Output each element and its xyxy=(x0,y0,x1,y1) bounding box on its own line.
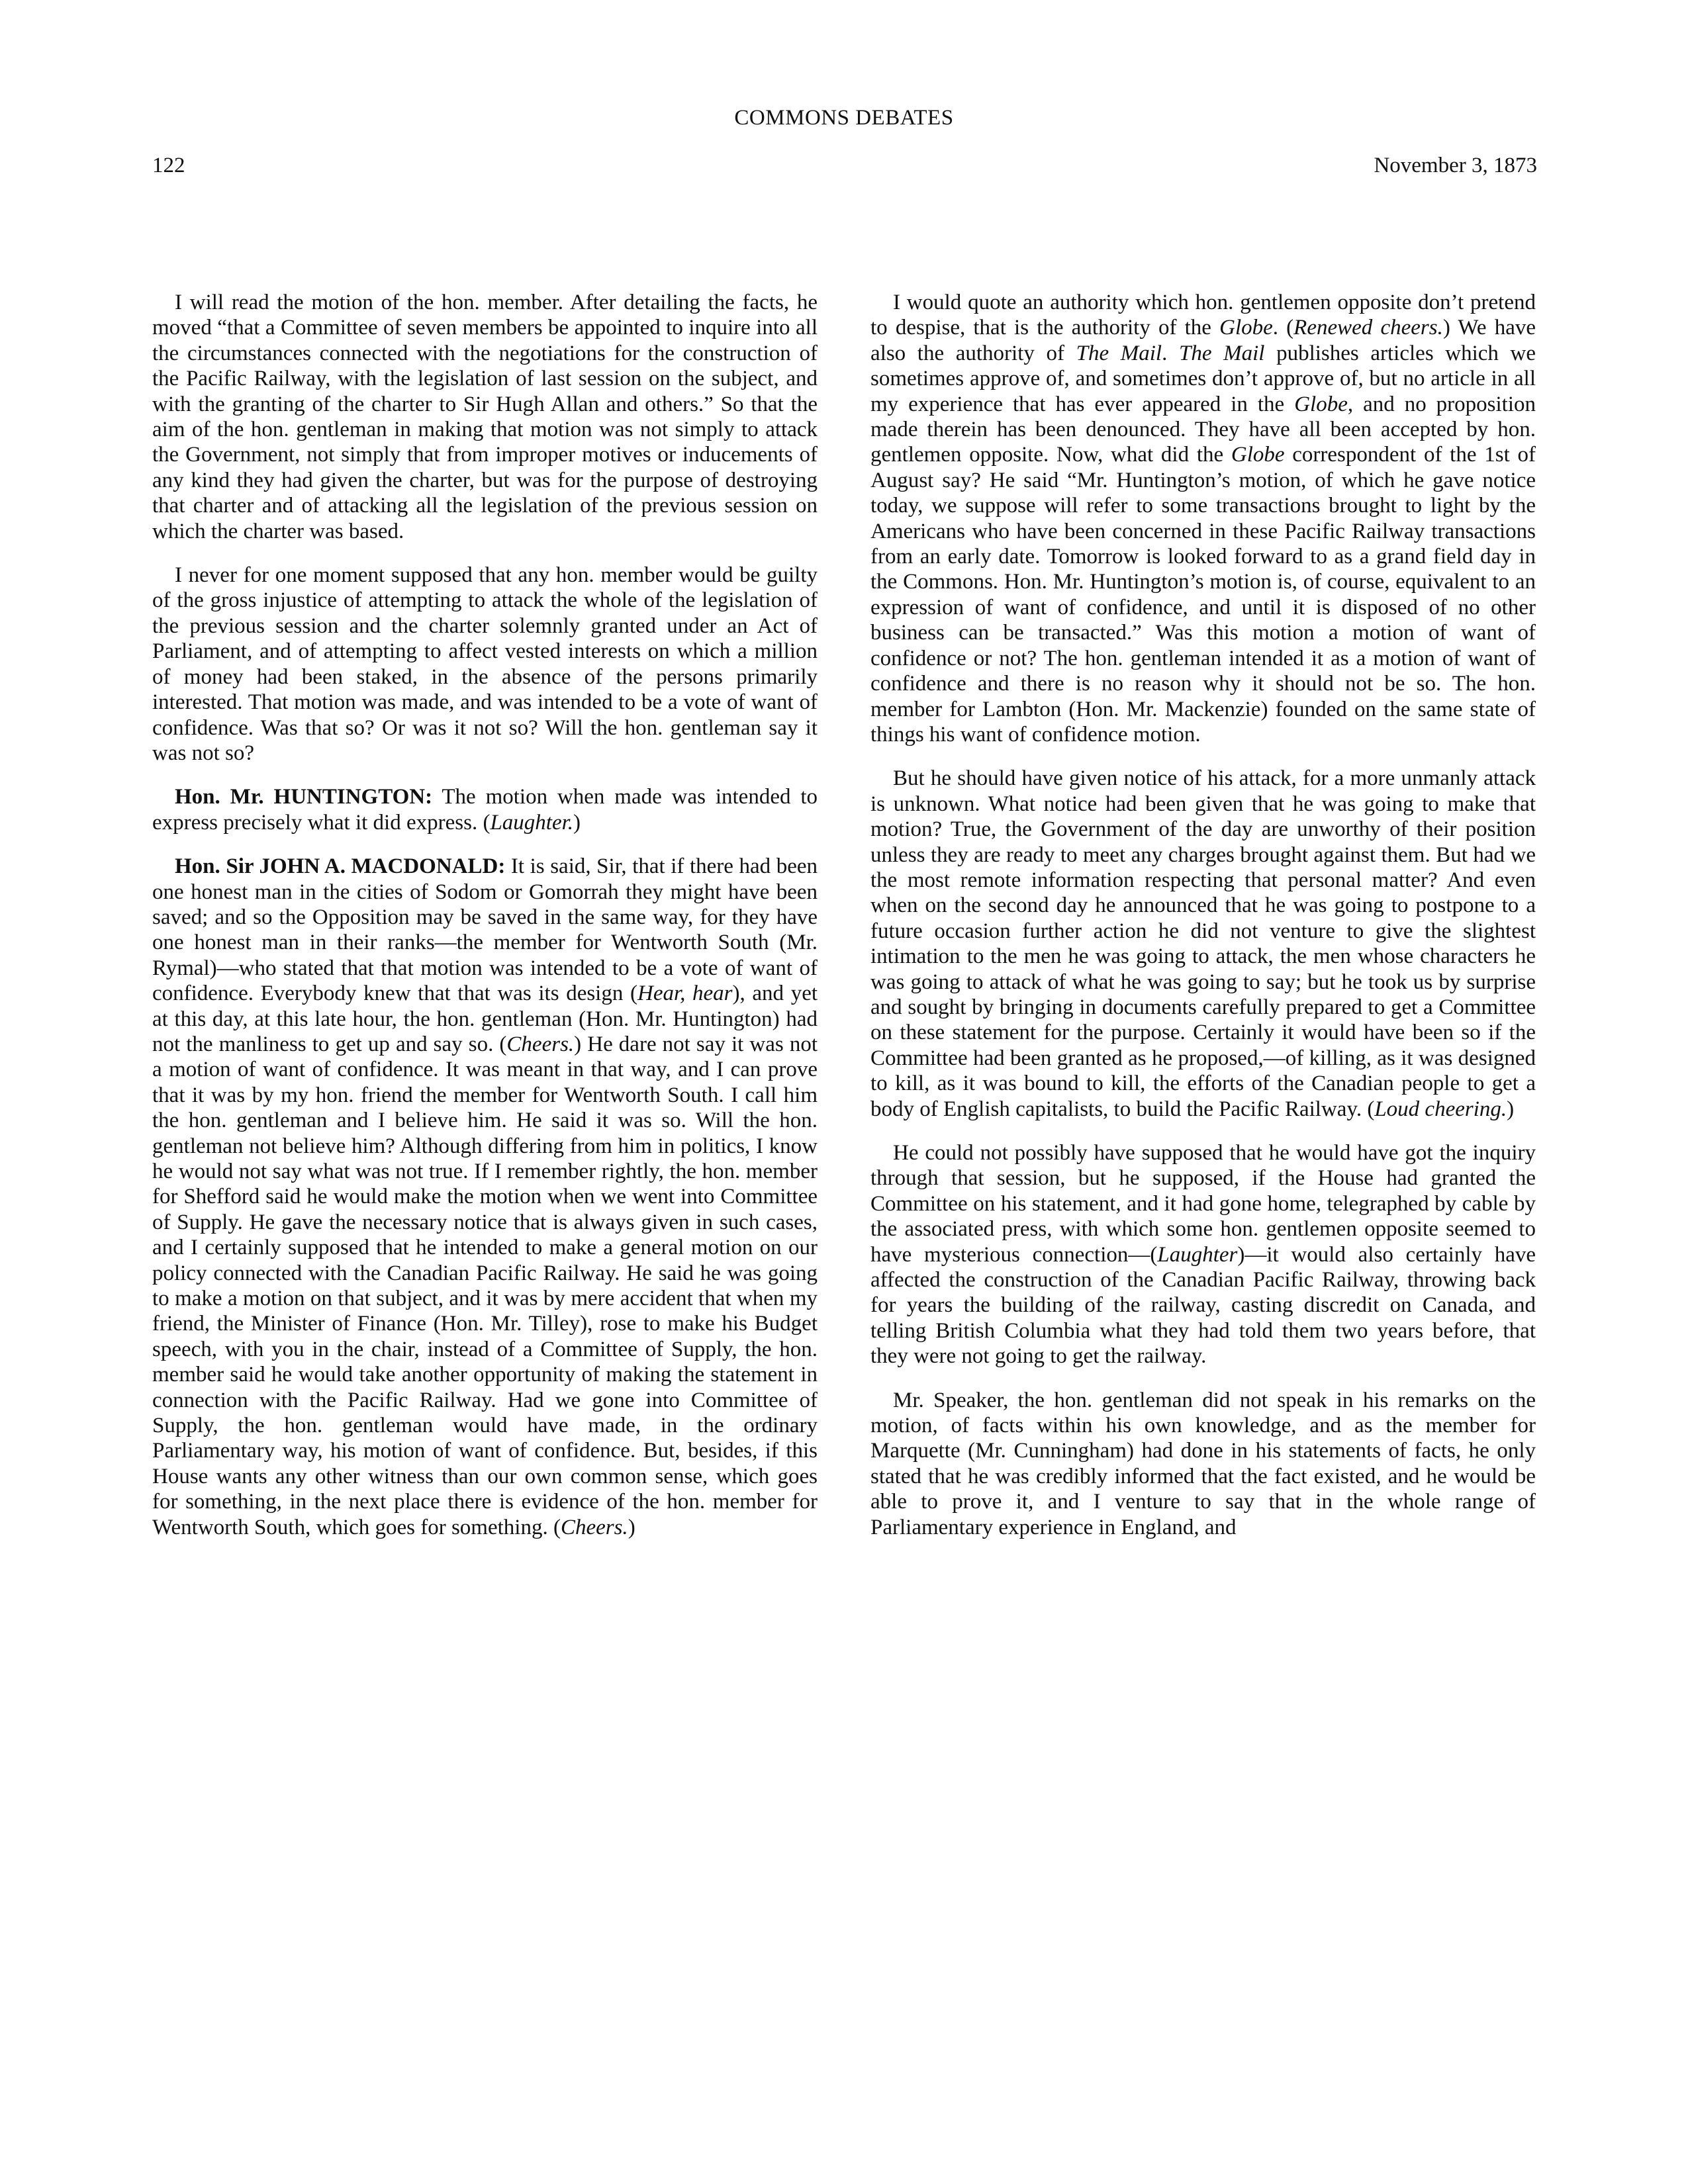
italic-text: Laughter. xyxy=(490,810,574,835)
speech-paragraph xyxy=(152,854,818,1540)
paragraph xyxy=(152,290,818,544)
left-column xyxy=(152,290,818,1559)
text-run: ) xyxy=(1507,1097,1515,1121)
speech-paragraph xyxy=(152,784,818,835)
italic-text: Cheers. xyxy=(506,1032,575,1056)
italic-text: Globe xyxy=(1219,316,1273,340)
italic-text: Globe xyxy=(1294,392,1348,416)
italic-text: Globe xyxy=(1231,443,1285,467)
text-run: publishes articles which we sometimes approve of, and sometimes don’t approve of, but no article in all my experience that has ever appeared in the xyxy=(870,341,1536,416)
italic-text: The Mail xyxy=(1076,341,1162,365)
text-run: correspondent of the 1st of August say? He said “Mr. Huntington’s motion, of which he gave notice today, we suppose will refer to some transactions brought to light by the Americans who have been concerned in these Pacific Railway transactions from an early date. Tomorrow is looked forward to as a grand field day in the Commons. Hon. Mr. Huntington’s motion is, of course, equivalent to an expression of want of confidence, and until it is disposed of no other business can be transacted.” Was this motion a motion of want of confidence or not? The hon. gentleman intended it as a motion of want of confidence and there is no reason why it should not be so. The hon. member for Lambton (Hon. Mr. Mackenzie) founded on the same state of things his want of confidence motion. xyxy=(870,443,1536,747)
paragraph xyxy=(870,1388,1536,1540)
text-run: Mr. Speaker, the hon. gentleman did not speak in his remarks on the motion, of facts within his own knowledge, and as the member for Marquette (Mr. Cunningham) had done in his statements of facts, he only stated that he was credibly informed that the fact existed, and he would be able to prove it, and I venture to say that in the whole range of Parliamentary experience in England, and xyxy=(870,1388,1536,1539)
text-run: ) He dare not say it was not a motion of want of confidence. It was meant in that way, and I can prove that it was by my hon. friend the member for Wentworth South. I call him the hon. gentleman and I believe him. He said it was so. Will the hon. gentleman not believe him? Although differing from him in politics, I know he would not say what was not true. If I remember rightly, the hon. member for Shefford said he would make the motion when we went into Committee of Supply. He gave the necessary notice that is always given in such cases, and I certainly supposed that he intended to make a general motion on our policy connected with the Canadian Pacific Railway. He said he was going to make a motion on that subject, and it was by mere accident that when my friend, the Minister of Finance (Hon. Mr. Tilley), rose to make his Budget speech, with you in the chair, instead of a Committee of Supply, the hon. member said he would take another opportunity of making the statement in connection with the Pacific Railway. Had we gone into Committee of Supply, the hon. gentleman would have made, in the ordinary Parliamentary way, his motion of want of confidence. But, besides, if this House wants any other witness than our own common sense, which goes for something, in the next place there is evidence of the hon. member for Wentworth South, which goes for something. ( xyxy=(152,1032,818,1539)
text-run: . ( xyxy=(1272,316,1294,340)
paragraph xyxy=(870,1140,1536,1369)
paragraph xyxy=(870,290,1536,747)
text-run: But he should have given notice of his attack, for a more unmanly attack is unknown. What notice had been given that he was going to make that motion? True, the Government of the day are unworthy of their position unless they are ready to meet any charges brought against them. But had we the most remote information respecting that personal matter? And even when on the second day he announced that he was going to postpone to a future occasion further action he did not venture to give the slightest intimation to the men he was going to attack, the men whose characters he was going to attack of what he was going to say; but he took us by surprise and sought by bringing in documents carefully prepared to get a Committee on these statement for the purpose. Certainly it would have been so if the Committee had been granted as he proposed,—of killing, as it was designed to kill, as it was bound to kill, the efforts of the Canadian people to get a body of English capitalists, to build the Pacific Railway. ( xyxy=(870,766,1536,1121)
page-date: November 3, 1873 xyxy=(1374,154,1537,177)
italic-text: Loud cheering. xyxy=(1374,1097,1507,1121)
italic-text: Laughter xyxy=(1157,1242,1238,1267)
text-run: I will read the motion of the hon. member. After detailing the facts, he moved “that a Committee of seven members be appointed to inquire into all the circumstances connected with the negotiations for the construction of the Pacific Railway, with the legislation of last session on the subject, and with the granting of the charter to Sir Hugh Allan and others.” So that the aim of the hon. gentleman in making that motion was not simply to attack the Government, not simply that from improper motives or inducements of any kind they had given the charter, but was for the purpose of destroying that charter and of attacking all the legislation of the previous session on which the charter was based. xyxy=(152,291,818,543)
right-column xyxy=(870,290,1536,1559)
running-head: COMMONS DEBATES xyxy=(734,106,954,130)
speaker-name: Hon. Mr. HUNTINGTON: xyxy=(175,785,433,809)
text-run: The motion when made was intended to express precisely what it did express. ( xyxy=(152,785,818,835)
text-run: I would quote an authority which hon. gentlemen opposite don’t pretend to despise, that is the authority of the xyxy=(870,291,1536,340)
text-run: ), and yet at this day, at this late hour, the hon. gentleman (Hon. Mr. Huntington) had not the manliness to get up and say so. ( xyxy=(152,981,818,1056)
text-run: I never for one moment supposed that any hon. member would be guilty of the gross injustice of attempting to attack the whole of the legislation of the previous session and the charter solemnly granted under an Act of Parliament, and of attempting to affect vested interests on which a million of money had been staked, in the absence of the persons primarily interested. That motion was made, and was intended to be a vote of want of confidence. Was that so? Or was it not so? Will the hon. gentleman say it was not so? xyxy=(152,563,818,765)
italic-text: Renewed cheers. xyxy=(1293,316,1443,340)
text-run: )—it would also certainly have affected the construction of the Canadian Pacific Railway, throwing back for years the building of the railway, casting discredit on Canada, and telling British Columbia what they had told them two years before, that they were not going to get the railway. xyxy=(870,1242,1536,1369)
paragraph xyxy=(152,563,818,766)
text-run: He could not possibly have supposed that he would have got the inquiry through that session, but he supposed, if the House had granted the Committee on his statement, and it had gone home, telegraphed by cable by the associated press, with which some hon. gentlemen opposite seemed to have mysterious connection—( xyxy=(870,1141,1536,1267)
page-number: 122 xyxy=(152,154,185,177)
paragraph xyxy=(870,766,1536,1122)
text-run: . xyxy=(1162,341,1179,365)
italic-text: The Mail xyxy=(1178,341,1265,365)
text-run: , and no proposition made therein has been denounced. They have all been accepted by hon. gentlemen opposite. Now, what did the xyxy=(870,392,1536,467)
italic-text: Cheers. xyxy=(560,1515,628,1539)
text-run: It is said, Sir, that if there had been one honest man in the cities of Sodom or Gomorrah they might have been saved; and so the Opposition may be saved in the same way, for they have one honest man in their ranks—the member for Wentworth South (Mr. Rymal)—who stated that that motion was intended to be a vote of want of confidence. Everybody knew that that was its design ( xyxy=(152,854,818,1006)
text-run: ) xyxy=(628,1515,635,1539)
text-run: ) xyxy=(573,810,581,835)
speaker-name: Hon. Sir JOHN A. MACDONALD: xyxy=(175,854,506,879)
text-run: ) We have also the authority of xyxy=(870,316,1536,365)
italic-text: Hear, hear xyxy=(637,981,733,1006)
